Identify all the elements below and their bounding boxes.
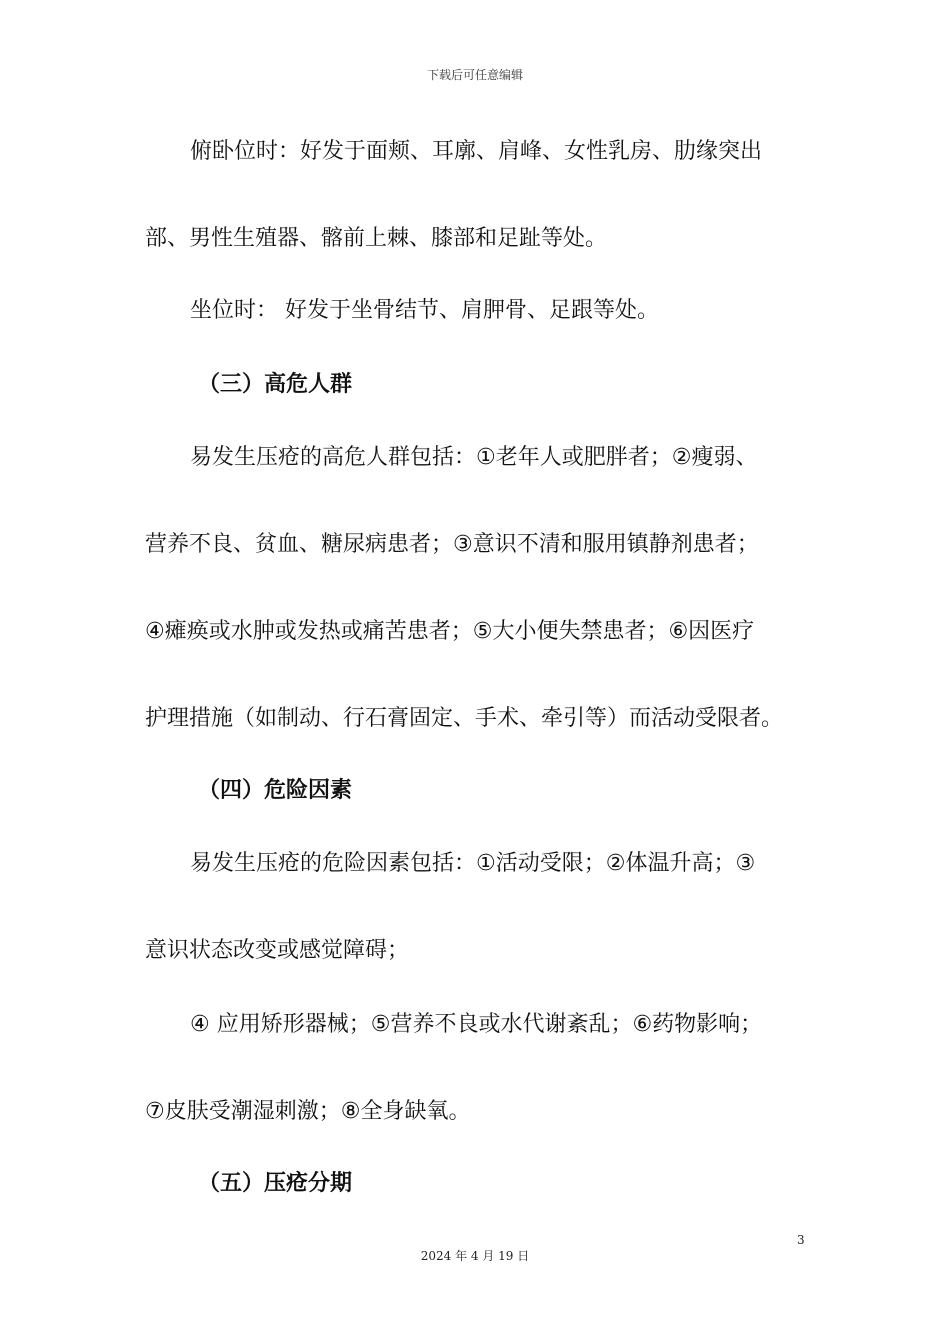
high-risk-paragraph-line-4: 护理措施（如制动、行石膏固定、手术、牵引等）而活动受限者。: [145, 706, 784, 731]
section-heading-high-risk-groups: （三）高危人群: [198, 372, 353, 397]
prone-paragraph-line-1: 俯卧位时：好发于面颊、耳廓、肩峰、女性乳房、肋缘突出: [190, 139, 763, 164]
prone-paragraph-line-2: 部、男性生殖器、髂前上棘、膝部和足趾等处。: [145, 226, 608, 251]
section-heading-risk-factors: （四）危险因素: [198, 778, 353, 803]
high-risk-paragraph-line-1: 易发生压疮的高危人群包括：①老年人或肥胖者；②瘦弱、: [190, 445, 758, 470]
risk-factors-paragraph-line-1: 易发生压疮的危险因素包括：①活动受限；②体温升高；③: [190, 851, 756, 876]
high-risk-paragraph-line-3: ④瘫痪或水肿或发热或痛苦患者；⑤大小便失禁患者；⑥因医疗: [145, 619, 755, 644]
sitting-paragraph: 坐位时： 好发于坐骨结节、肩胛骨、足跟等处。: [190, 298, 659, 323]
page-number: 3: [797, 1233, 805, 1247]
risk-factors-paragraph-line-2: 意识状态改变或感觉障碍；: [145, 938, 410, 963]
section-heading-pressure-ulcer-stages: （五）压疮分期: [198, 1171, 353, 1196]
risk-factors-paragraph-line-3: ④ 应用矫形器械；⑤营养不良或水代谢紊乱；⑥药物影响；: [190, 1012, 763, 1037]
risk-factors-paragraph-line-4: ⑦皮肤受潮湿刺激；⑧全身缺氧。: [145, 1099, 471, 1124]
footer-date: 2024 年 4 月 19 日: [420, 1249, 530, 1263]
high-risk-paragraph-line-2: 营养不良、贫血、糖尿病患者；③意识不清和服用镇静剂患者；: [145, 532, 759, 557]
header-note: 下载后可任意编辑: [426, 68, 523, 82]
